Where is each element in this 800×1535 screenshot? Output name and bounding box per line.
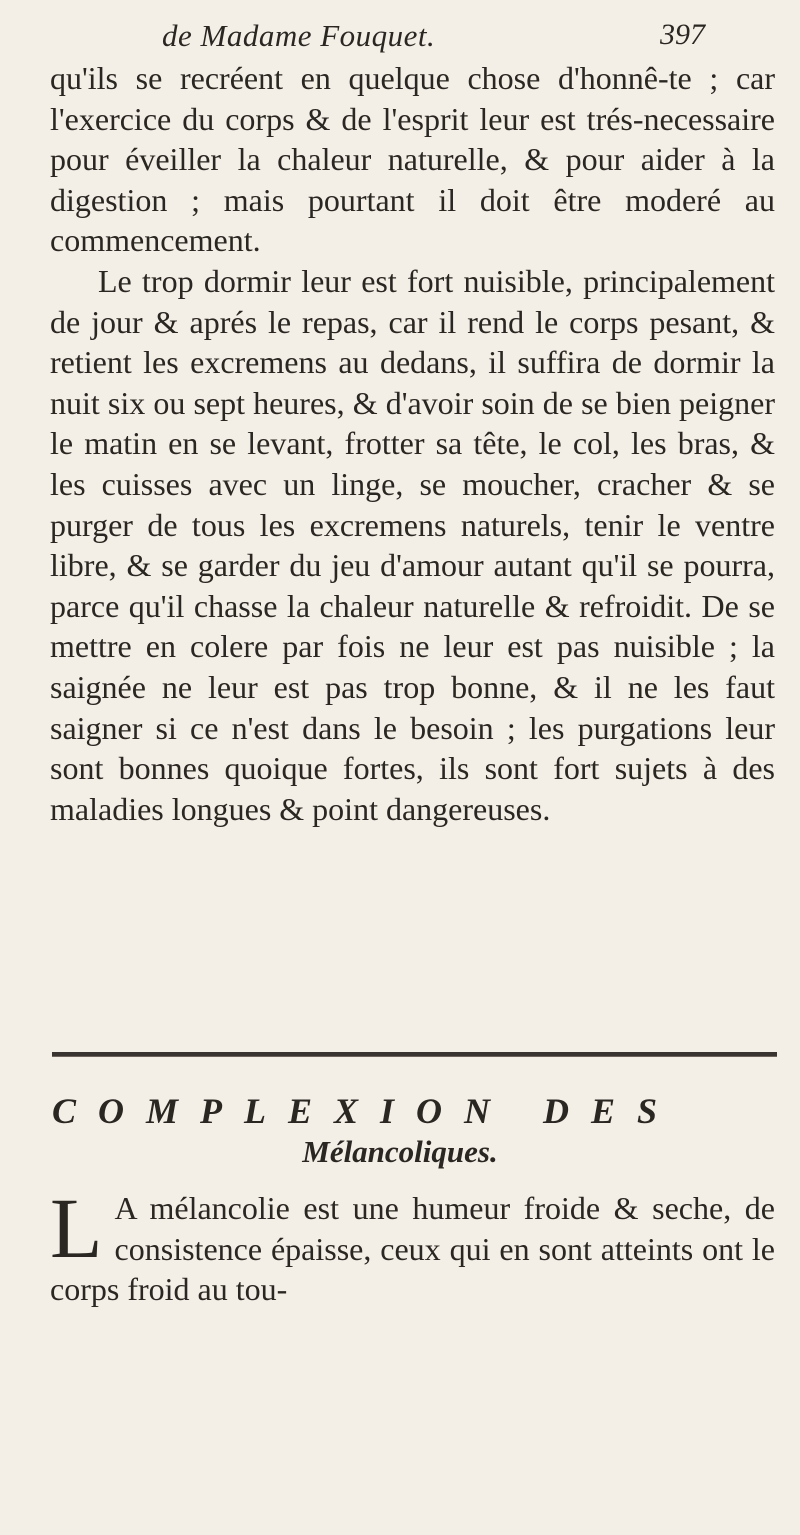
running-title: de Madame Fouquet. bbox=[162, 18, 436, 53]
section-subtitle: Mélancoliques. bbox=[302, 1134, 498, 1169]
section-divider bbox=[52, 1052, 777, 1057]
body-text bbox=[50, 58, 775, 829]
section-paragraph: A mélancolie est une humeur froide & seche, de consistence épaisse, ceux qui en sont atteints ont le corps froid au tou- bbox=[50, 1190, 775, 1308]
drop-cap: L bbox=[50, 1180, 103, 1276]
running-head bbox=[0, 18, 800, 58]
paragraph-continuation: qu'ils se recréent en quelque chose d'honnê-te ; car l'exercice du corps & de l'esprit leur est trés-necessaire pour éveiller la chaleur naturelle, & pour aider à la digestion ; mais pourtant il doit être moderé au commencement. bbox=[50, 60, 775, 259]
page-number: 397 bbox=[660, 18, 705, 51]
section-body bbox=[50, 1180, 775, 1310]
paragraph-sleep: Le trop dormir leur est fort nuisible, principalement de jour & aprés le repas, car il rend le corps pesant, & retient les excremens au dedans, il suffira de dormir la nuit six ou sept heures, & d'avoir soin de se bien peigner le matin en se levant, frotter sa tête, le col, les bras, & les cuisses avec un linge, se moucher, cracher & se purger de tous les excremens naturels, tenir le ventre libre, & se garder du jeu d'amour autant qu'il se pourra, parce qu'il chasse la chaleur naturelle & refroidit. De se mettre en colere par fois ne leur est pas nuisible ; la saignée ne leur est pas trop bonne, & il ne les faut saigner si ce n'est dans le besoin ; les purgations leur sont bonnes quoique fortes, ils sont fort sujets à des maladies longues & point dangereuses. bbox=[50, 262, 775, 827]
section-title: COMPLEXION DES bbox=[52, 1091, 680, 1131]
